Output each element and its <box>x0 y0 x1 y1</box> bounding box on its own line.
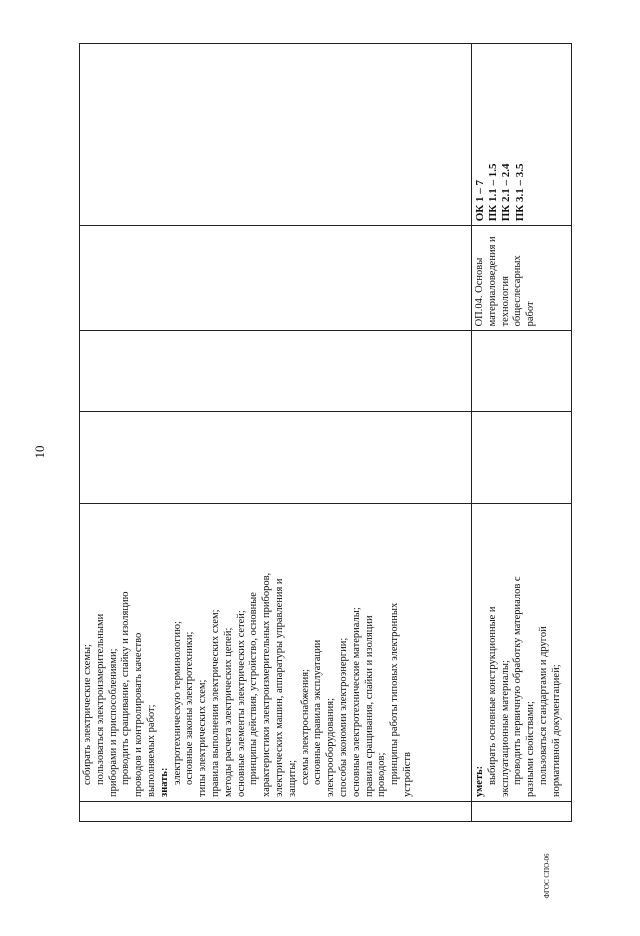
section-heading: знать: <box>158 767 170 797</box>
cell-classroom-hours <box>472 331 572 412</box>
content-line: методы расчета электрических цепей; <box>222 627 234 797</box>
content-line: проводить первичную обработку материалов с <box>512 576 524 785</box>
content-line: типы электрических схем; <box>197 679 209 797</box>
cell-max-load <box>472 412 572 503</box>
content-line: выполняемых работ; <box>145 704 157 797</box>
competence-code: ПК 3.1 – 3.5 <box>513 163 526 222</box>
content-line: схемы электроснабжения; <box>299 669 311 785</box>
cell-content <box>80 503 472 801</box>
curriculum-table <box>79 43 572 822</box>
table-row <box>472 44 572 822</box>
content-line: устройств <box>401 752 413 797</box>
table-row <box>80 44 472 822</box>
content-line: проводов; <box>376 752 388 797</box>
content-line: проводов и контролировать качество <box>133 632 145 797</box>
cell-discipline <box>80 226 472 331</box>
section-heading: уметь: <box>474 765 485 797</box>
content-line: электротехническую терминологию; <box>171 621 183 785</box>
competence-code: ПК 1.1 – 1.5 <box>487 163 500 222</box>
content-line: пользоваться стандартами и другой <box>537 626 549 785</box>
content-line: приборами и приспособлениями; <box>107 648 119 797</box>
content-line: эксплуатационные материалы; <box>499 660 511 797</box>
content-line: характеристики электроизмерительных приборов, <box>261 572 273 797</box>
cell-max-load <box>80 412 472 503</box>
cell-discipline: ОП.04. Основы материаловедения и технология общеслесарных работ <box>472 226 572 331</box>
content-line: выбирать основные конструкционные и <box>486 606 498 785</box>
content-line: основные электротехнические материалы; <box>350 607 362 797</box>
content-line: собирать электрические схемы; <box>82 644 93 785</box>
content-line: правила выполнения электрических схем; <box>209 609 221 797</box>
content-line: правила сращивания, спайки и изоляции <box>363 615 375 797</box>
cell-content <box>472 503 572 801</box>
content-line: основные элементы электрических сетей; <box>235 610 247 797</box>
curriculum-table-rotated <box>79 43 569 822</box>
page-number: 10 <box>32 445 47 459</box>
content-line: принципы действия, устройство, основные <box>248 592 260 785</box>
cell-competences <box>472 44 572 226</box>
content-line: пользоваться электроизмерительными <box>94 613 106 785</box>
content-line: основные правила эксплуатации <box>312 639 324 785</box>
content-line: электрооборудования; <box>325 697 337 797</box>
content-line: проводить сращивание, спайку и изоляцию <box>120 591 132 785</box>
content-line: основные законы электротехники; <box>184 631 196 785</box>
cell-competences <box>80 44 472 226</box>
content-line: защиты; <box>286 759 298 797</box>
cell-index <box>80 801 472 821</box>
content-line: разными свойствами; <box>525 701 537 797</box>
footer-standard-code: ФГОС СПО-06 <box>543 853 551 899</box>
content-line: принципы работы типовых электронных <box>389 602 401 785</box>
cell-index <box>472 801 572 821</box>
content-line: электрических машин, аппаратуры управления и <box>273 578 285 797</box>
content-line: способы экономии электроэнергии; <box>337 637 349 797</box>
competence-code: ПК 2.1 – 2.4 <box>500 163 513 222</box>
competence-code: ОК 1 – 7 <box>474 179 486 222</box>
cell-classroom-hours <box>80 331 472 412</box>
content-line: нормативной документацией; <box>550 664 562 797</box>
